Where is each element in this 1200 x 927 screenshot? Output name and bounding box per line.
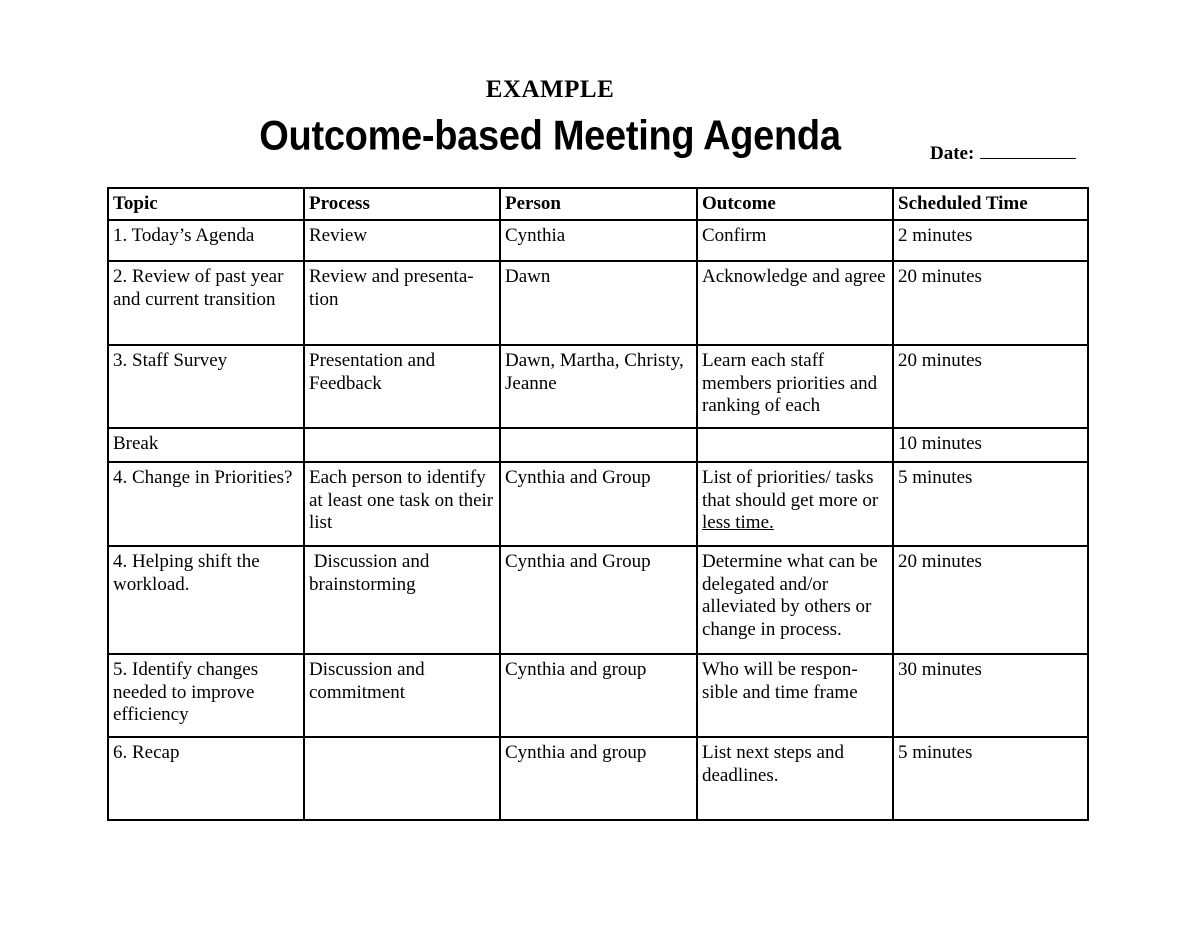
outcome-underlined-text: less time. [702,512,774,533]
table-row [108,737,1088,820]
cell-topic: 6. Recap [108,737,304,820]
cell-topic: 2. Review of past year and current transition [108,261,304,345]
table-row [108,546,1088,654]
cell-time: 5 minutes [893,737,1088,820]
cell-outcome: Confirm [697,220,893,261]
cell-process: Review [304,220,500,261]
cell-process [304,428,500,462]
cell-topic: 5. Identify changes needed to improve efficiency [108,654,304,737]
cell-process [304,737,500,820]
column-header-scheduled-time: Scheduled Time [893,188,1088,220]
column-header-process: Process [304,188,500,220]
table-row [108,220,1088,261]
cell-outcome: Learn each staff members priorities and ranking of each [697,345,893,428]
cell-person: Dawn [500,261,697,345]
cell-time: 20 minutes [893,261,1088,345]
cell-person: Cynthia [500,220,697,261]
cell-topic: 4. Change in Priorities? [108,462,304,546]
cell-outcome [697,462,893,546]
cell-person: Dawn, Martha, Christy, Jeanne [500,345,697,428]
column-header-person: Person [500,188,697,220]
cell-topic: 1. Today’s Agenda [108,220,304,261]
cell-outcome: Determine what can be delegated and/or alleviated by others or change in process. [697,546,893,654]
cell-topic: 4. Helping shift the workload. [108,546,304,654]
date-field [930,142,1076,165]
cell-outcome: List next steps and deadlines. [697,737,893,820]
cell-person: Cynthia and group [500,654,697,737]
cell-outcome: Acknowledge and agree [697,261,893,345]
cell-process: Discussion and brainstorming [304,546,500,654]
cell-outcome [697,428,893,462]
cell-person: Cynthia and Group [500,462,697,546]
cell-topic: Break [108,428,304,462]
cell-time: 20 minutes [893,345,1088,428]
table-row [108,462,1088,546]
table-row [108,654,1088,737]
column-header-outcome: Outcome [697,188,893,220]
cell-person: Cynthia and Group [500,546,697,654]
cell-process: Review and presenta-tion [304,261,500,345]
cell-time: 30 minutes [893,654,1088,737]
agenda-table [107,187,1089,821]
table-header-row [108,188,1088,220]
cell-time: 5 minutes [893,462,1088,546]
cell-person [500,428,697,462]
example-label: EXAMPLE [485,76,615,103]
page-title: Outcome-based Meeting Agenda [259,113,841,160]
cell-topic: 3. Staff Survey [108,345,304,428]
cell-outcome: Who will be respon-sible and time frame [697,654,893,737]
cell-process: Presentation and Feedback [304,345,500,428]
cell-person: Cynthia and group [500,737,697,820]
table-row [108,345,1088,428]
date-label: Date: [930,143,975,164]
cell-time: 2 minutes [893,220,1088,261]
date-blank-line [980,142,1076,159]
outcome-text: List of priorities/ tasks that should get more or [702,467,879,511]
column-header-topic: Topic [108,188,304,220]
cell-process: Discussion and commitment [304,654,500,737]
table-row [108,428,1088,462]
cell-time: 20 minutes [893,546,1088,654]
cell-process: Each person to identify at least one task on their list [304,462,500,546]
cell-time: 10 minutes [893,428,1088,462]
table-row [108,261,1088,345]
